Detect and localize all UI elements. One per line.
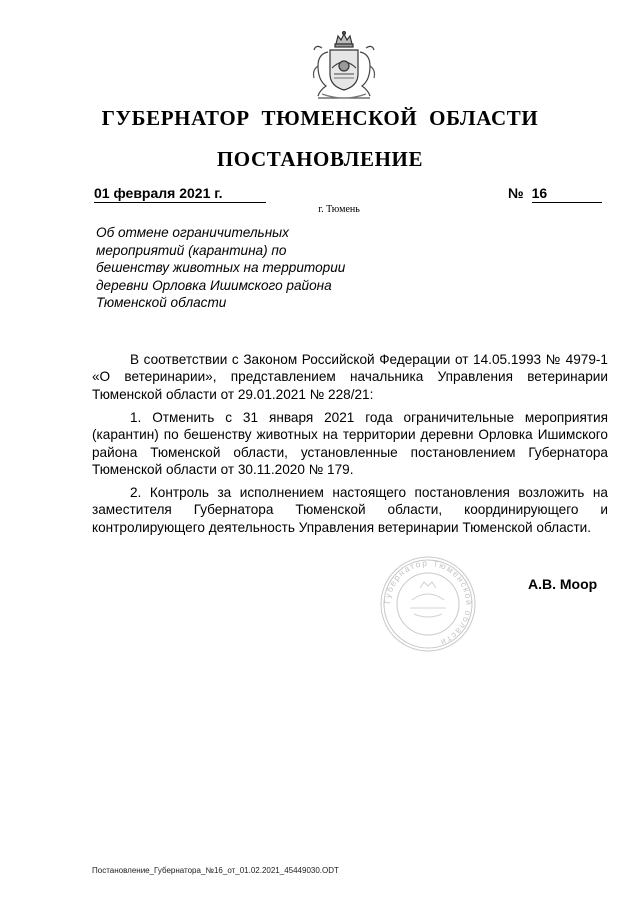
subject-line: мероприятий (карантина) по	[96, 242, 287, 258]
number-label: №	[508, 185, 524, 201]
body-paragraph: 1. Отменить с 31 января 2021 года ограничительные мероприятия (карантин) по бешенству животных на территории деревни Орловка Ишимского района Тюменской области, установленные постановлением Губернатора Тюменской области от 30.11.2020 № 179.	[92, 409, 608, 478]
footer-file-name: Постановление_Губернатора_№16_от_01.02.2021_45449030.ODT	[92, 866, 339, 875]
coat-of-arms-icon	[304, 30, 384, 106]
subject-line: Тюменской области	[96, 295, 227, 310]
city-label: г. Тюмень	[318, 204, 360, 215]
body-paragraph: 2. Контроль за исполнением настоящего постановления возложить на заместителя Губернатора Тюменской области, координирующего и контролирующего деятельность Управления ветеринарии Тюменской области.	[92, 485, 608, 535]
document-body	[92, 351, 608, 542]
document-subject	[96, 224, 386, 312]
governor-seal-stamp-icon	[378, 554, 478, 654]
signatory-name: А.В. Моор	[528, 576, 598, 592]
authority-title: ГУБЕРНАТОР ТЮМЕНСКОЙ ОБЛАСТИ	[101, 106, 539, 130]
document-number: 16	[532, 185, 602, 203]
subject-line: деревни Орловка Ишимского района	[96, 277, 332, 293]
body-paragraph: В соответствии с Законом Российской Федерации от 14.05.1993 № 4979-1 «О ветеринарии», представлением начальника Управления ветеринарии Тюменской области от 29.01.2021 № 228/21:	[92, 352, 608, 402]
document-number-block	[508, 185, 602, 203]
document-date: 01 февраля 2021 г.	[94, 185, 266, 203]
document-type: ПОСТАНОВЛЕНИЕ	[216, 147, 424, 171]
subject-line: Об отмене ограничительных	[96, 225, 289, 240]
subject-line: бешенству животных на территории	[96, 260, 346, 275]
stamp-text: Губернатор Тюменской области	[381, 557, 475, 648]
